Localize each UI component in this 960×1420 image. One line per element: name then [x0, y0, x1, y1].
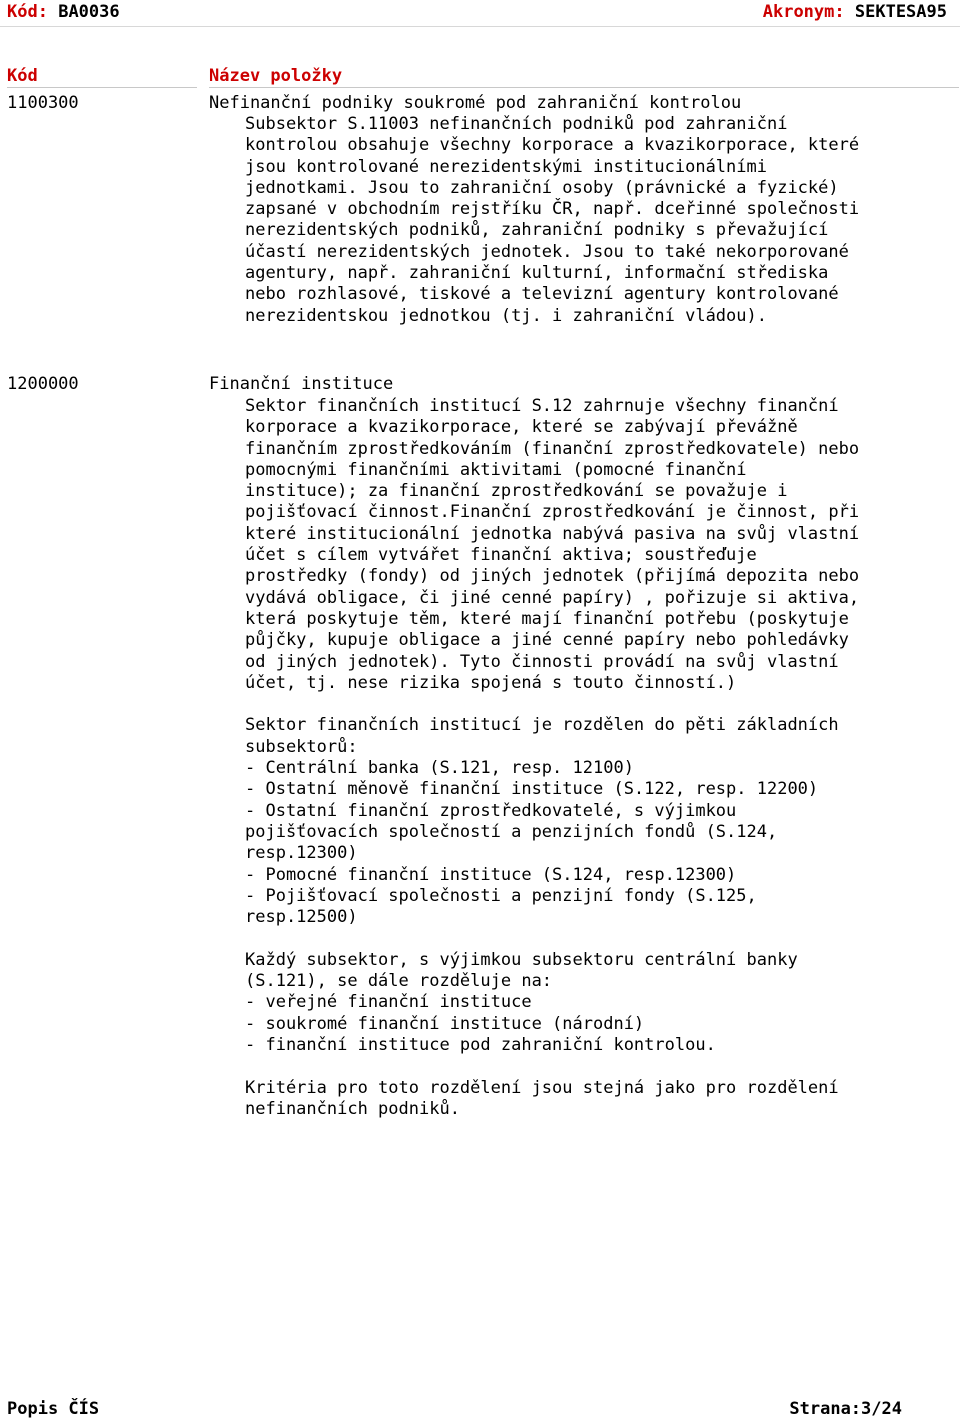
- footer-page-label: Strana:: [789, 1399, 862, 1419]
- header-code-value: BA0036: [58, 2, 120, 22]
- column-header-code: Kód: [7, 66, 197, 88]
- footer-document-title: Popis ČÍS: [7, 1399, 100, 1419]
- header-code: [7, 2, 120, 22]
- column-header-name: Název položky: [209, 66, 959, 88]
- header-acronym-value: SEKTESA95: [854, 2, 947, 22]
- header-acronym: [763, 2, 947, 22]
- footer-page-number: [789, 1399, 902, 1419]
- footer-page-value: 3/24: [861, 1399, 902, 1419]
- entry-description: Sektor finančních institucí S.12 zahrnuje všechny finanční korporace a kvazikorporace, které se zabývají převážně finančním zprostředkováním (finanční zprostředkovatele) nebo pomocnými finančními aktivitami (pomocné finanční instituce); za finanční zprostředkování se považuje i pojišťovací činnost.Finanční zprostředkování je činnost, při které institucionální jednotka nabývá pasiva na svůj vlastní účet s cílem vytvářet finanční aktiva; soustřeďuje prostředky (fondy) od jiných jednotek (přijímá depozita nebo vydává obligace, či jiné cenné papíry) , pořizuje si aktiva, která poskytuje těm, které mají finanční potřebu (poskytuje půjčky, kupuje obligace a jiné cenné papíry nebo pohledávky od jiných jednotek). Tyto činnosti provádí na svůj vlastní účet, tj. nese rizika spojená s touto činností.) Sektor finančních institucí je rozdělen do pěti základních subsektorů: - Centrální banka (S.121, resp. 12100) - Ostatní měnově finanční instituce (S.122, resp. 12200) - Ostatní finanční zprostředkovatelé, s výjimkou pojišťovacích společností a penzijních fondů (S.124, resp.12300) - Pomocné finanční instituce (S.124, resp.12300) - Pojišťovací společnosti a penzijní fondy (S.125, resp.12500) Každý subsektor, s výjimkou subsektoru centrální banky (S.121), se dále rozděluje na: - veřejné finanční instituce - soukromé finanční instituce (národní) - finanční instituce pod zahraniční kontrolou. Kritéria pro toto rozdělení jsou stejná jako pro rozdělení nefinančních podniků.: [245, 396, 860, 1119]
- header-acronym-label: Akronym:: [762, 2, 845, 22]
- entry-title: Finanční instituce: [209, 374, 394, 394]
- header-code-label: Kód:: [7, 2, 48, 22]
- entry-description: Subsektor S.11003 nefinančních podniků pod zahraniční kontrolou obsahuje všechny korporace a kvazikorporace, které jsou kontrolované nerezidentskými institucionálními jednotkami. Jsou to zahraniční osoby (právnické a fyzické) zapsané v obchodním rejstříku ČR, např. dceřinné společnosti nerezidentských podniků, zahraniční podniky s převažující účastí nerezidentských jednotek. Jsou to také nekorporované agentury, např. zahraniční kulturní, informační střediska nebo rozhlasové, tiskové a televizní agentury kontrolované nerezidentskou jednotkou (tj. i zahraniční vládou).: [245, 114, 860, 326]
- page-header: [0, 0, 960, 27]
- entry-title: Nefinanční podniky soukromé pod zahraniční kontrolou: [209, 93, 742, 113]
- entry-code: 1100300: [7, 93, 79, 113]
- entry-code: 1200000: [7, 374, 79, 394]
